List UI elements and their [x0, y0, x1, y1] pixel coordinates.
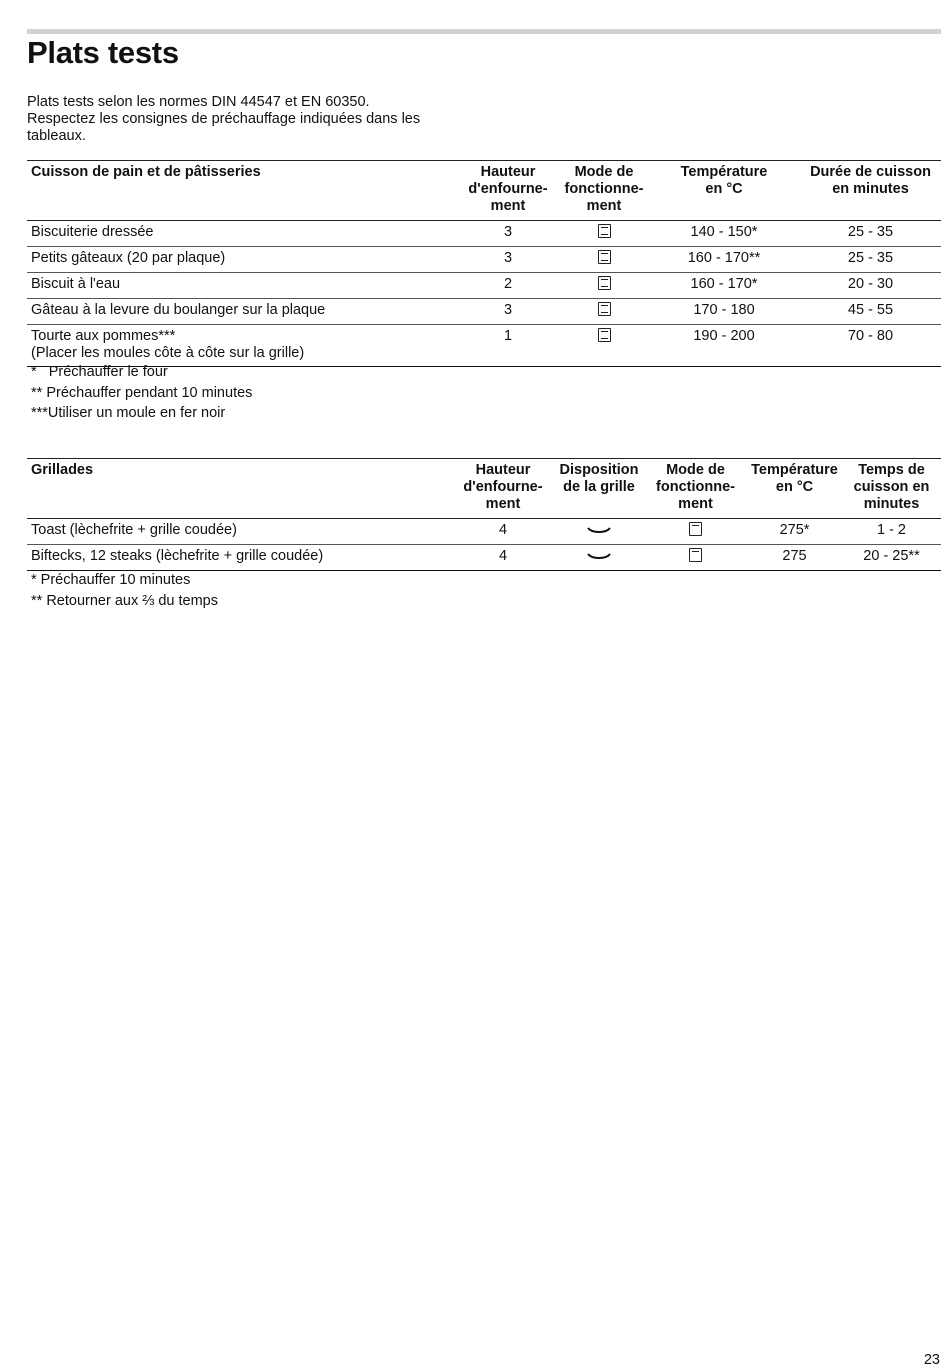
cell-dish: Biscuiterie dressée: [27, 221, 456, 247]
cell-rack: [554, 545, 644, 571]
grill-icon: [689, 522, 702, 536]
table-row: [27, 545, 941, 571]
footnote: * Préchauffer le four: [31, 364, 168, 380]
table-row: [27, 247, 941, 273]
page-title: Plats tests: [27, 35, 179, 70]
table-row: [27, 299, 941, 325]
cell-height: 3: [456, 299, 560, 325]
header-dish: Grillades: [27, 459, 452, 519]
header-height: [452, 459, 554, 519]
cell-mode: [644, 519, 747, 545]
header-line: en °C: [775, 479, 814, 495]
header-line: de la grille: [563, 479, 635, 495]
table-row: [27, 221, 941, 247]
cell-mode: [644, 545, 747, 571]
header-time: [842, 459, 941, 519]
intro-line: tableaux.: [27, 128, 86, 144]
header-temperature: [648, 161, 800, 221]
cell-mode: [560, 325, 648, 367]
footnote: ** Préchauffer pendant 10 minutes: [31, 384, 253, 401]
cell-duration: 25 - 35: [800, 247, 941, 273]
header-mode: [644, 459, 747, 519]
cell-dish: Toast (lèchefrite + grille coudée): [27, 519, 452, 545]
header-line: Mode de: [574, 164, 634, 180]
cell-height: 1: [456, 325, 560, 367]
footnotes-grilling: [31, 570, 218, 611]
header-temperature: [747, 459, 842, 519]
cell-height: 4: [452, 519, 554, 545]
cell-height: 4: [452, 545, 554, 571]
header-line: Température: [680, 164, 768, 180]
cell-mode: [560, 247, 648, 273]
table-row: [27, 325, 941, 367]
header-line: cuisson en: [853, 479, 930, 495]
cell-height: 3: [456, 247, 560, 273]
header-line: ment: [490, 198, 526, 214]
cell-time: 1 - 2: [842, 519, 941, 545]
cell-dish: Biscuit à l'eau: [27, 273, 456, 299]
page-number: 23: [923, 1352, 940, 1368]
grill-icon: [689, 548, 702, 562]
intro-line: Plats tests selon les normes DIN 44547 et EN 60350.: [27, 94, 370, 110]
header-line: d'enfourne-: [468, 181, 548, 197]
header-line: Hauteur: [480, 164, 536, 180]
cell-rack: [554, 519, 644, 545]
header-line: fonctionne-: [564, 181, 644, 197]
footnote: * Préchauffer 10 minutes: [31, 572, 191, 588]
cell-dish: [27, 325, 456, 367]
cell-duration: 20 - 30: [800, 273, 941, 299]
cell-temperature: 275: [747, 545, 842, 571]
header-line: Hauteur: [475, 462, 531, 478]
cell-mode: [560, 299, 648, 325]
footnotes-baking: [31, 362, 252, 424]
cell-duration: 25 - 35: [800, 221, 941, 247]
cell-temperature: 160 - 170*: [648, 273, 800, 299]
cell-temperature: 170 - 180: [648, 299, 800, 325]
header-line: minutes: [863, 496, 920, 512]
header-line: ment: [485, 496, 521, 512]
top-bottom-heat-icon: [598, 328, 611, 342]
table-header-row: [27, 161, 941, 221]
top-bottom-heat-icon: [598, 224, 611, 238]
dish-line: (Placer les moules côte à côte sur la grille): [31, 345, 305, 361]
header-line: Disposition: [559, 462, 639, 478]
header-line: en °C: [705, 181, 743, 197]
top-bottom-heat-icon: [598, 276, 611, 290]
header-line: Temps de: [858, 462, 925, 478]
header-line: Durée de cuisson: [810, 164, 931, 180]
curved-rack-icon: [587, 551, 611, 561]
baking-table: [27, 160, 941, 367]
cell-dish: Petits gâteaux (20 par plaque): [27, 247, 456, 273]
cell-mode: [560, 221, 648, 247]
dish-line: Tourte aux pommes***: [31, 328, 176, 344]
top-bottom-heat-icon: [598, 302, 611, 316]
curved-rack-icon: [587, 525, 611, 535]
cell-height: 2: [456, 273, 560, 299]
cell-mode: [560, 273, 648, 299]
cell-temperature: 140 - 150*: [648, 221, 800, 247]
intro-paragraph: [27, 94, 487, 145]
intro-line: Respectez les consignes de préchauffage indiquées dans les: [27, 111, 421, 127]
footnote: ***Utiliser un moule en fer noir: [31, 405, 226, 421]
header-rack: [554, 459, 644, 519]
cell-duration: 70 - 80: [800, 325, 941, 367]
cell-height: 3: [456, 221, 560, 247]
header-line: fonctionne-: [656, 479, 735, 495]
cell-dish: Biftecks, 12 steaks (lèchefrite + grille coudée): [27, 545, 452, 571]
cell-temperature: 160 - 170**: [648, 247, 800, 273]
header-dish: Cuisson de pain et de pâtisseries: [27, 161, 456, 221]
cell-duration: 45 - 55: [800, 299, 941, 325]
header-line: en minutes: [832, 181, 909, 197]
table-row: [27, 519, 941, 545]
header-line: ment: [586, 198, 622, 214]
header-line: Température: [751, 462, 838, 478]
header-line: ment: [678, 496, 713, 512]
top-bottom-heat-icon: [598, 250, 611, 264]
header-mode: [560, 161, 648, 221]
cell-time: 20 - 25**: [842, 545, 941, 571]
table-row: [27, 273, 941, 299]
header-line: Mode de: [666, 462, 725, 478]
footnote: ** Retourner aux ⅔ du temps: [31, 592, 218, 609]
cell-temperature: 275*: [747, 519, 842, 545]
table-header-row: [27, 459, 941, 519]
header-height: [456, 161, 560, 221]
header-duration: [800, 161, 941, 221]
cell-temperature: 190 - 200: [648, 325, 800, 367]
grilling-table: [27, 458, 941, 571]
cell-dish: Gâteau à la levure du boulanger sur la plaque: [27, 299, 456, 325]
header-line: d'enfourne-: [463, 479, 543, 495]
